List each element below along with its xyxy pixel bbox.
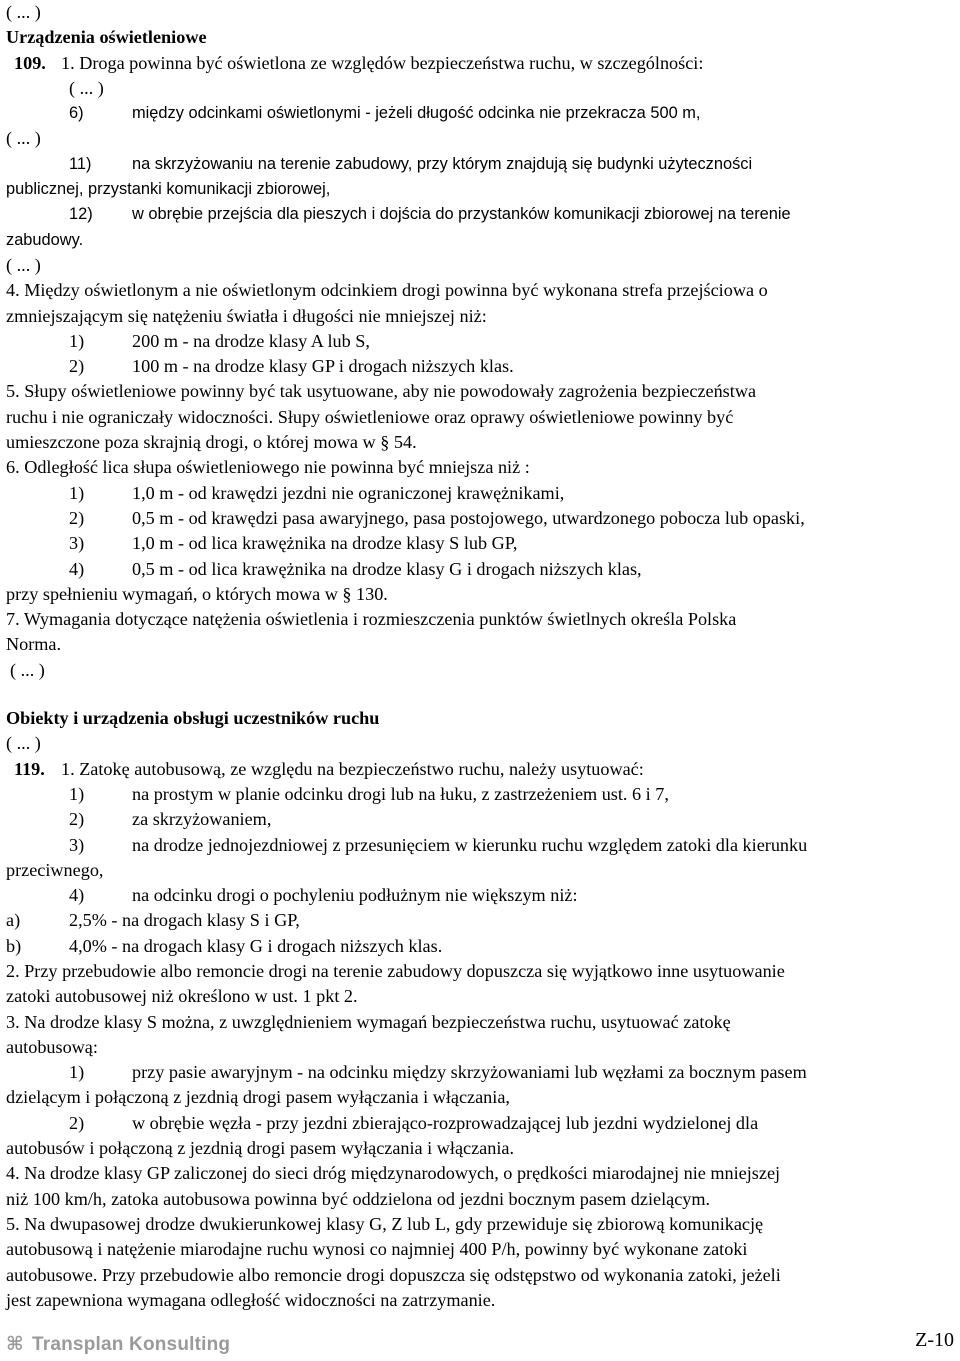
- list-item: 2) za skrzyżowaniem,: [69, 809, 272, 830]
- list-item: 6) między odcinkami oświetlonymi - jeżeli długość odcinka nie przekracza 500 m,: [69, 104, 701, 123]
- paragraph-text: ruchu i nie ograniczały widoczności. Słupy oświetleniowe oraz oprawy oświetleniowe powinny być: [6, 406, 734, 427]
- list-item-continuation: autobusów i połączoną z jezdnią drogi pasem wyłączania i włączania.: [6, 1138, 515, 1159]
- paragraph-text: 1. Droga powinna być oświetlona ze względów bezpieczeństwa ruchu, w szczególności:: [61, 52, 704, 73]
- paragraph-number: 109.: [14, 52, 46, 73]
- list-item: 2) w obrębie węzła - przy jezdni zbierająco-rozprowadzającej lub jezdni wydzielonej dla: [69, 1112, 759, 1133]
- list-item: 1) na prostym w planie odcinku drogi lub na łuku, z zastrzeżeniem ust. 6 i 7,: [69, 783, 669, 804]
- list-item: 1) 200 m - na drodze klasy A lub S,: [69, 330, 370, 351]
- ellipsis: ( ... ): [10, 659, 45, 680]
- paragraph-text: 5. Na dwupasowej drodze dwukierunkowej klasy G, Z lub L, gdy przewiduje się zbiorową komunikację: [6, 1213, 764, 1234]
- footer-brand: [6, 1333, 230, 1356]
- document-page: [6, 0, 954, 1313]
- ellipsis: ( ... ): [6, 2, 41, 22]
- paragraph-text: umieszczone poza skrajnią drogi, o której mowa w § 54.: [6, 432, 417, 453]
- list-item: 12) w obrębie przejścia dla pieszych i dojścia do przystanków komunikacji zbiorowej na terenie: [69, 205, 791, 224]
- paragraph-text: Norma.: [6, 634, 62, 655]
- section-heading-lighting: Urządzenia oświetleniowe: [6, 27, 207, 48]
- sub-list-item: a) 2,5% - na drogach klasy S i GP,: [6, 910, 300, 931]
- paragraph-number: 119.: [14, 758, 45, 779]
- page-number: Z-10: [915, 1329, 954, 1351]
- list-item: 2) 0,5 m - od krawędzi pasa awaryjnego, pasa postojowego, utwardzonego pobocza lub opaski,: [69, 507, 805, 528]
- paragraph-text: 1. Zatokę autobusową, ze względu na bezpieczeństwo ruchu, należy usytuować:: [61, 758, 644, 779]
- page-footer: [6, 1329, 954, 1359]
- section-gap: [6, 683, 954, 706]
- paragraph-text: 5. Słupy oświetleniowe powinny być tak usytuowane, aby nie powodowały zagrożenia bezpieczeństwa: [6, 381, 757, 402]
- ellipsis: ( ... ): [69, 77, 104, 98]
- list-item: 4) 0,5 m - od lica krawężnika na drodze klasy G i drogach niższych klas,: [69, 558, 642, 579]
- paragraph-text: 4. Na drodze klasy GP zaliczonej do sieci dróg międzynarodowych, o prędkości miarodajnej nie mniejszej: [6, 1163, 781, 1184]
- section-heading-facilities: Obiekty i urządzenia obsługi uczestników ruchu: [6, 708, 380, 729]
- list-item: 4) na odcinku drogi o pochyleniu podłużnym nie większym niż:: [69, 885, 578, 906]
- ellipsis: ( ... ): [6, 733, 41, 754]
- command-key-icon: ⌘: [6, 1334, 24, 1355]
- paragraph-text: 3. Na drodze klasy S można, z uwzględnieniem wymagań bezpieczeństwa ruchu, usytuować zatokę: [6, 1011, 731, 1032]
- paragraph-text: zatoki autobusowej niż określono w ust. 1 pkt 2.: [6, 986, 358, 1007]
- list-item-continuation: dzielącym i połączoną z jezdnią drogi pasem wyłączania i włączania,: [6, 1087, 510, 1108]
- ellipsis: ( ... ): [6, 254, 41, 275]
- list-item: 1) przy pasie awaryjnym - na odcinku między skrzyżowaniami lub węzłami za bocznym pasem: [69, 1062, 807, 1083]
- list-item-continuation: zabudowy.: [6, 230, 84, 249]
- list-item-continuation: przeciwnego,: [6, 859, 104, 880]
- paragraph-text: autobusową:: [6, 1036, 98, 1057]
- ellipsis: ( ... ): [6, 128, 41, 149]
- paragraph-text: niż 100 km/h, zatoka autobusowa powinna być oddzielona od jezdni bocznym pasem dzielącym.: [6, 1188, 711, 1209]
- paragraph-text: zmniejszającym się natężeniu światła i długości nie mniejszej niż:: [6, 305, 487, 326]
- list-item: 3) na drodze jednojezdniowej z przesunięciem w kierunku ruchu względem zatoki dla kierunku: [69, 834, 808, 855]
- list-item: 2) 100 m - na drodze klasy GP i drogach niższych klas.: [69, 356, 514, 377]
- paragraph-text: 4. Między oświetlonym a nie oświetlonym odcinkiem drogi powinna być wykonana strefa przejściowa o: [6, 280, 768, 301]
- paragraph-text: 6. Odległość lica słupa oświetleniowego nie powinna być mniejsza niż :: [6, 457, 530, 478]
- sub-list-item: b) 4,0% - na drogach klasy G i drogach niższych klas.: [6, 935, 443, 956]
- paragraph-109: [6, 51, 954, 76]
- list-item: 1) 1,0 m - od krawędzi jezdni nie ograniczonej krawężnikami,: [69, 482, 565, 503]
- paragraph-text: autobusowe. Przy przebudowie albo remoncie drogi dopuszcza się odstępstwo od wykonania zatoki, jeżeli: [6, 1264, 781, 1285]
- list-item-continuation: publicznej, przystanki komunikacji zbiorowej,: [6, 180, 331, 199]
- brand-name: Transplan Konsulting: [32, 1334, 231, 1355]
- paragraph-119: [6, 757, 954, 782]
- paragraph-text: 2. Przy przebudowie albo remoncie drogi na terenie zabudowy dopuszcza się wyjątkowo inne usytuowanie: [6, 960, 785, 981]
- list-item: 11) na skrzyżowaniu na terenie zabudowy, przy którym znajdują się budynki użyteczności: [69, 154, 753, 173]
- paragraph-text: jest zapewniona wymagana odległość widoczności na zatrzymanie.: [6, 1289, 496, 1310]
- paragraph-text: przy spełnieniu wymagań, o których mowa w § 130.: [6, 583, 388, 604]
- list-item: 3) 1,0 m - od lica krawężnika na drodze klasy S lub GP,: [69, 533, 518, 554]
- paragraph-text: autobusową i natężenie miarodajne ruchu wynosi co najmniej 400 P/h, powinny być wykonane zatoki: [6, 1239, 748, 1260]
- paragraph-text: 7. Wymagania dotyczące natężenia oświetlenia i rozmieszczenia punktów świetlnych określa Polska: [6, 609, 737, 630]
